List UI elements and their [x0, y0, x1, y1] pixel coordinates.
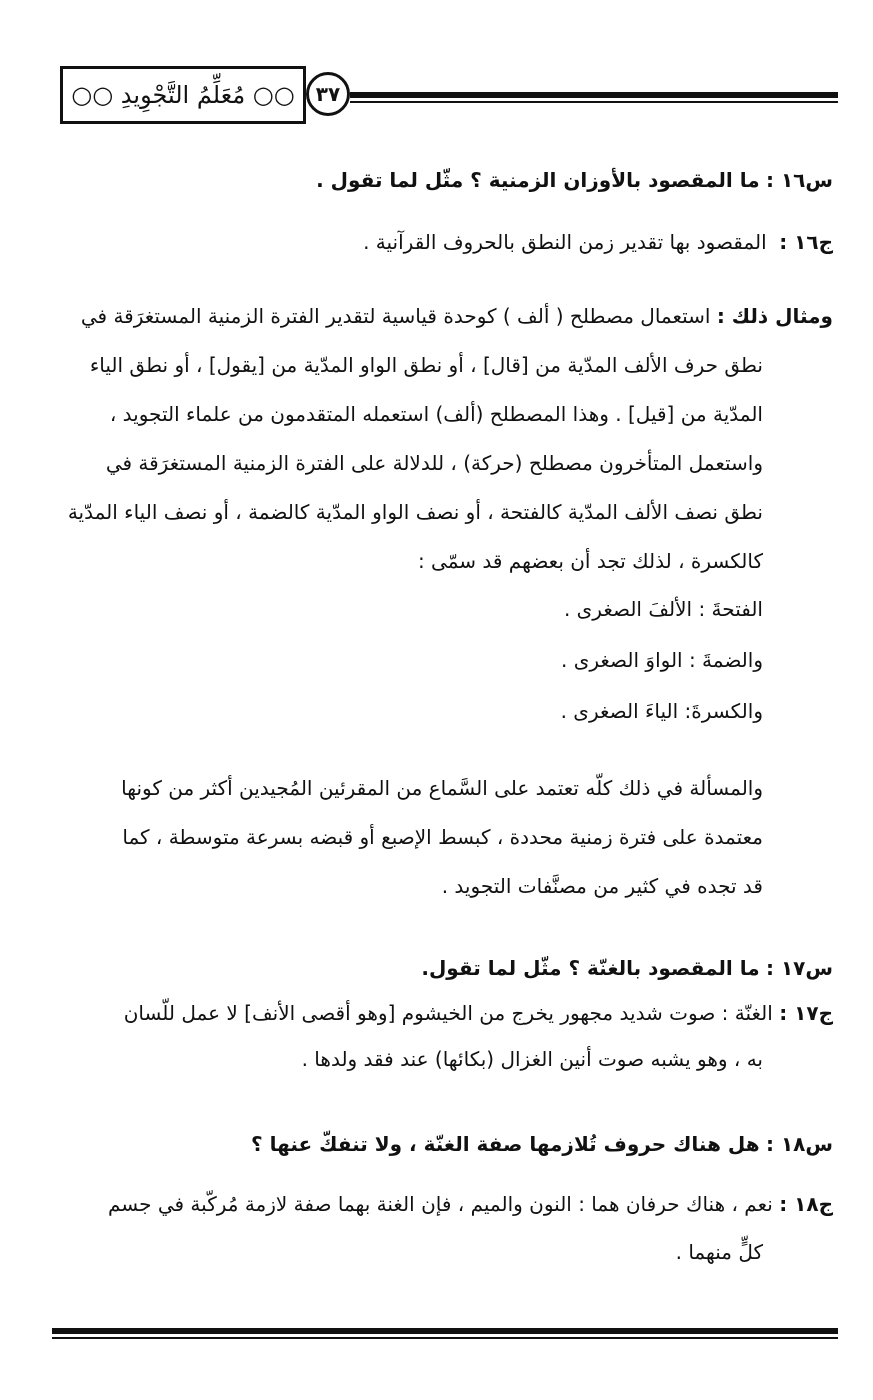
footer-rule-thin: [52, 1337, 838, 1339]
example-line-3: المدّية من [قيل] . وهذا المصطلح (ألف) استعمله المتقدمون من علماء التجويد ،: [109, 402, 763, 426]
page-number-badge: [306, 72, 350, 116]
issue-paragraph: [43, 764, 763, 911]
question-17: [421, 956, 833, 980]
example-line-6: كالكسرة ، لذلك تجد أن بعضهم قد سمّى :: [417, 549, 763, 573]
question-16-label: س١٦ :: [766, 168, 833, 192]
example-label: ومثال ذلك :: [716, 304, 833, 328]
question-16-text: ما المقصود بالأوزان الزمنية ؟ مثّل لما تقول .: [316, 168, 760, 192]
example-line-2: نطق حرف الألف المدّية من [قال] ، أو نطق الواو المدّية من [يقول] ، أو نطق الياء: [89, 353, 763, 377]
answer-16-text: المقصود بها تقدير زمن النطق بالحروف القرآنية .: [363, 230, 767, 254]
naming-list: [561, 584, 763, 737]
example-line-5: نطق نصف الألف المدّية كالفتحة ، أو نصف الواو المدّية كالضمة ، أو نصف الياء المدّية: [67, 500, 763, 524]
answer-17-line-2: به ، وهو يشبه صوت أنين الغزال (بكائها) عند فقد ولدها .: [301, 1047, 763, 1071]
answer-17: [43, 990, 833, 1082]
footer-rule-thick: [52, 1328, 838, 1334]
answer-18-line-2: كلٍّ منهما .: [675, 1240, 763, 1264]
example-line-4: واستعمل المتأخرون مصطلح (حركة) ، للدلالة على الفترة الزمنية المستغرَقة في: [105, 451, 763, 475]
question-16: [316, 168, 833, 192]
issue-line: قد تجده في كثير من مصنَّفات التجويد .: [441, 874, 763, 898]
header-rule-thin: [350, 101, 838, 103]
example-line-1: ومثال ذلك : استعمال مصطلح ( ألف ) كوحدة قياسية لتقدير الفترة الزمنية المستغرَقة في: [80, 304, 833, 328]
answer-17-label: ج١٧ :: [779, 1001, 833, 1025]
list-item: الفتحةَ : الألفَ الصغرى .: [563, 597, 763, 621]
issue-line: معتمدة على فترة زمنية محددة ، كبسط الإصبع أو قبضه بسرعة متوسطة ، كما: [122, 825, 763, 849]
list-item: والضمةَ : الواوَ الصغرى .: [561, 648, 763, 672]
answer-18: [43, 1180, 833, 1276]
question-18-label: س١٨ :: [766, 1132, 833, 1156]
question-17-label: س١٧ :: [766, 956, 833, 980]
answer-17-line-1: ج١٧ : الغنّة : صوت شديد مجهور يخرج من الخيشوم [وهو أقصى الأنف] لا عمل للّسان: [123, 1001, 833, 1025]
book-title: ○○ مُعَلِّمُ التَّجْوِيدِ ○○: [71, 81, 295, 109]
question-18-text: هل هناك حروف تُلازمها صفة الغنّة ، ولا تنفكّ عنها ؟: [251, 1132, 760, 1156]
example-paragraph: [43, 292, 833, 586]
question-17-text: ما المقصود بالغنّة ؟ مثّل لما تقول.: [421, 956, 760, 980]
list-item: والكسرةَ: الياءَ الصغرى .: [560, 699, 763, 723]
answer-16: [363, 230, 833, 254]
page-number: ٣٧: [315, 82, 341, 106]
answer-18-label: ج١٨ :: [779, 1192, 833, 1216]
answer-18-line-1: ج١٨ : نعم ، هناك حرفان هما : النون والميم ، فإن الغنة بهما صفة لازمة مُركّبة في جسم: [107, 1192, 833, 1216]
running-header: [60, 66, 306, 124]
header-rule-thick: [350, 92, 838, 98]
answer-16-label: ج١٦ :: [779, 230, 833, 254]
issue-line: والمسألة في ذلك كلّه تعتمد على السَّماع من المقرئين المُجيدين أكثر من كونها: [121, 776, 763, 800]
question-18: [251, 1132, 833, 1156]
